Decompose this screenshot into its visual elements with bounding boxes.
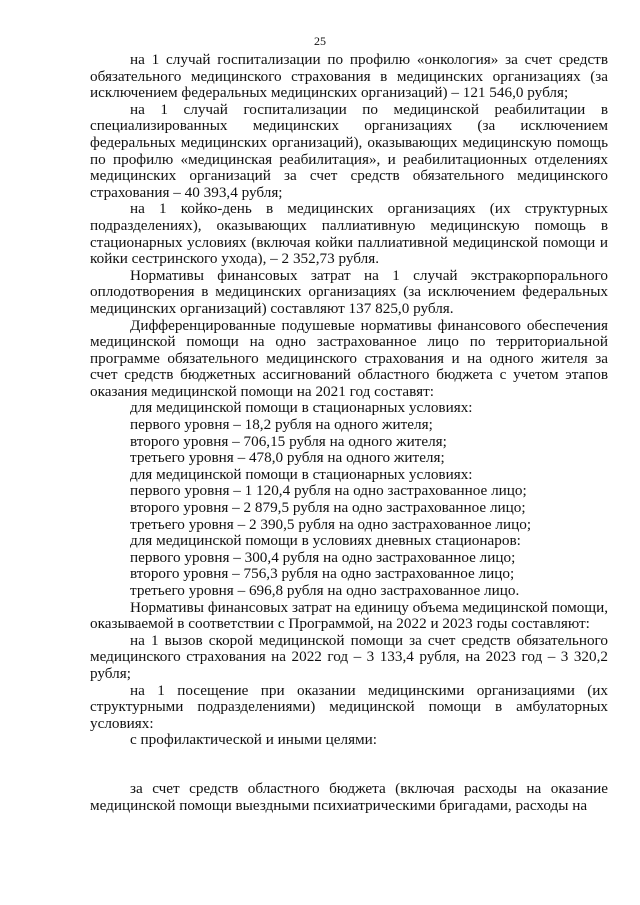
- paragraph-per-capita: Дифференцированные подушевые нормативы финансового обеспечения медицинской помощи на одно застрахованное лицо по территориальной программе обязательного медицинского страхования и на одного жителя за счет средств бюджетных ассигнований областного бюджета с учетом этапов оказания медицинской помощи на 2021 год составят:: [90, 316, 608, 400]
- list-item: для медицинской помощи в условиях дневных стационаров:: [130, 532, 521, 550]
- list-item: первого уровня – 18,2 рубля на одного жителя;: [130, 416, 433, 434]
- paragraph-norms-2022-2023: Нормативы финансовых затрат на единицу объема медицинской помощи, оказываемой в соответствии с Программой, на 2022 и 2023 годы составляют:: [90, 598, 608, 633]
- list-item: третьего уровня – 696,8 рубля на одно застрахованное лицо.: [130, 582, 520, 599]
- list-item: третьего уровня – 2 390,5 рубля на одно застрахованное лицо;: [130, 515, 532, 533]
- blank-space: [90, 749, 608, 781]
- document-body: [90, 52, 608, 814]
- paragraph-preventive: с профилактической и иными целями:: [130, 731, 378, 749]
- paragraph-rehabilitation: на 1 случай госпитализации по медицинской реабилитации в специализированных медицинских организациях (за исключением федеральных медицинских организаций), оказывающих медицинскую помощь по профилю «медицинская реабилитация», и реабилитационных отделениях медицинских организаций за счет средств обязательного медицинского страхования – 40 393,4 рубля;: [90, 100, 608, 201]
- paragraph-outpatient-visit: на 1 посещение при оказании медицинскими организациями (их структурными подразделениями) медицинской помощи в амбулаторных условиях:: [90, 681, 608, 732]
- list-item: для медицинской помощи в стационарных условиях:: [130, 465, 473, 483]
- list-item: второго уровня – 2 879,5 рубля на одно застрахованное лицо;: [130, 499, 526, 517]
- paragraph-regional-budget: за счет средств областного бюджета (включая расходы на оказание медицинской помощи выездными психиатрическими бригадами, расходы на: [90, 779, 608, 814]
- paragraph-oncology: на 1 случай госпитализации по профилю «онкология» за счет средств обязательного медицинского страхования в медицинских организациях (за исключением федеральных медицинских организаций) – 121 546,0 рубля;: [90, 51, 608, 102]
- page-number: 25: [314, 34, 326, 48]
- paragraph-palliative: на 1 койко-день в медицинских организациях (их структурных подразделениях), оказывающих паллиативную медицинскую помощь в стационарных условиях (включая койки паллиативной медицинской помощи и койки сестринского ухода), – 2 352,73 рубля.: [90, 200, 608, 268]
- list-item: второго уровня – 756,3 рубля на одно застрахованное лицо;: [130, 565, 515, 583]
- list-item: для медицинской помощи в стационарных условиях:: [130, 399, 473, 417]
- list-item: первого уровня – 300,4 рубля на одно застрахованное лицо;: [130, 548, 516, 566]
- paragraph-ambulance-call: на 1 вызов скорой медицинской помощи за счет средств обязательного медицинского страхования на 2022 год – 3 133,4 рубля, на 2023 год – 3 320,2 рубля;: [90, 631, 608, 682]
- list-item: третьего уровня – 478,0 рубля на одного жителя;: [130, 449, 445, 467]
- list-item: первого уровня – 1 120,4 рубля на одно застрахованное лицо;: [130, 482, 527, 500]
- paragraph-ivf: Нормативы финансовых затрат на 1 случай экстракорпорального оплодотворения в медицинских организациях (за исключением федеральных медицинских организаций) составляют 137 825,0 рубля.: [90, 266, 608, 317]
- list-item: второго уровня – 706,15 рубля на одного жителя;: [130, 432, 447, 450]
